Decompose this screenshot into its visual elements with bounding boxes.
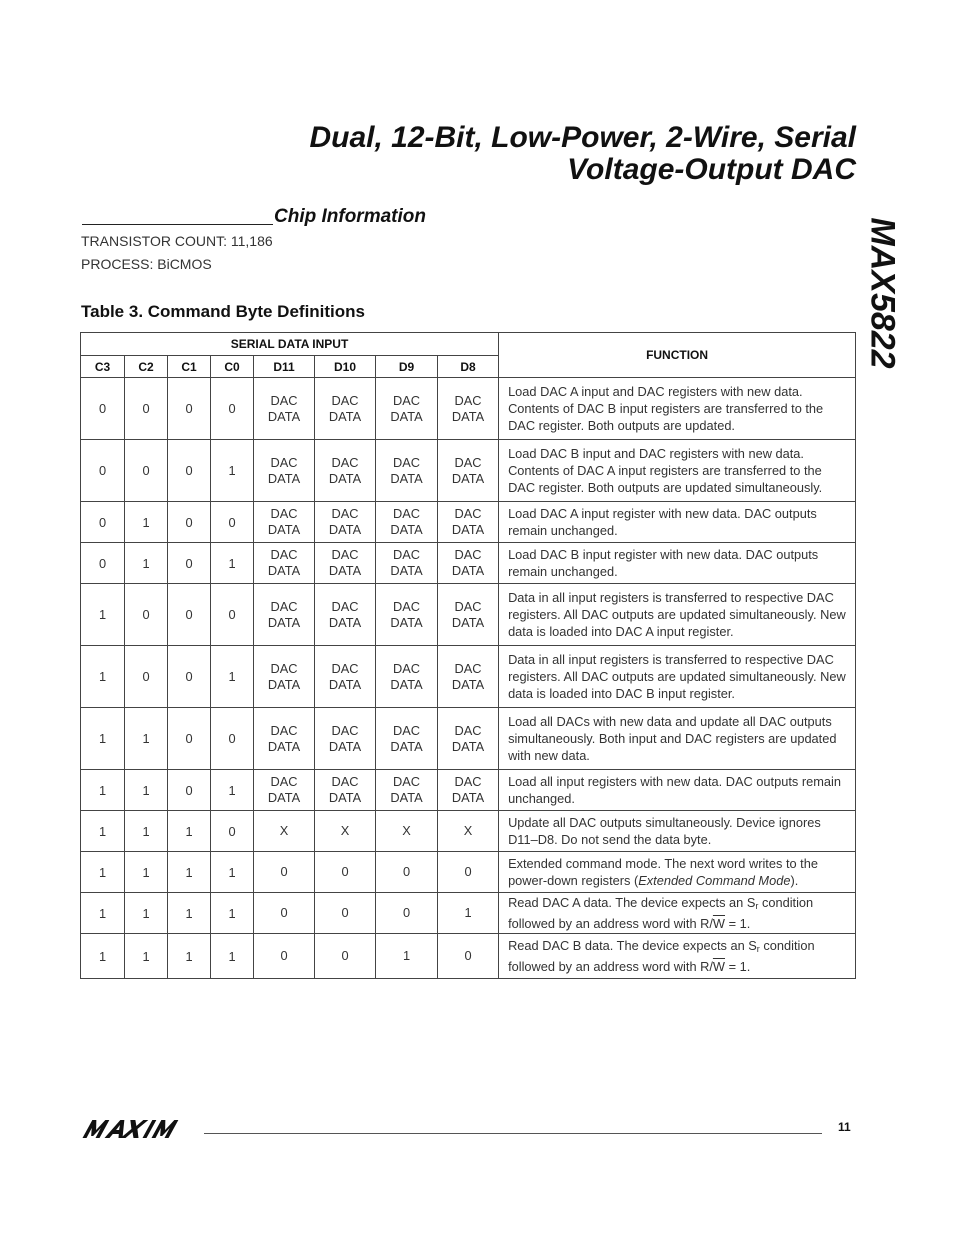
cell-c0: 1	[211, 934, 254, 979]
cell-d11: 0	[254, 852, 315, 893]
cell-d9: DAC DATA	[376, 584, 438, 646]
function-text-part: condition followed by an address word with R/	[508, 938, 815, 974]
process: PROCESS: BiCMOS	[81, 256, 212, 272]
cell-function: Data in all input registers is transferred to respective DAC registers. All DAC outputs are updated simultaneously. New data is loaded into DAC A input register.	[499, 584, 856, 646]
table-row	[81, 646, 856, 708]
serial-data-input-header: SERIAL DATA INPUT	[81, 333, 499, 356]
cell-c0: 1	[211, 770, 254, 811]
function-text-part: Read DAC A data. The device expects an S	[508, 895, 756, 910]
function-text-part: $\overline{W}$	[712, 916, 726, 931]
cell-function: Update all DAC outputs simultaneously. Device ignores D11–D8. Do not send the data byte.	[499, 811, 856, 852]
cell-c1: 0	[168, 440, 211, 502]
cell-c3: 0	[81, 378, 125, 440]
cell-d9: DAC DATA	[376, 770, 438, 811]
cell-d10: X	[315, 811, 376, 852]
function-text-part: condition followed by an address word with R/	[508, 895, 814, 931]
function-text-part: r	[755, 901, 759, 911]
cell-c0: 1	[211, 440, 254, 502]
cell-d11: DAC DATA	[254, 708, 315, 770]
cell-c1: 0	[168, 708, 211, 770]
table-row	[81, 893, 856, 934]
cell-c2: 1	[125, 502, 168, 543]
cell-c0: 0	[211, 811, 254, 852]
cell-c2: 1	[125, 934, 168, 979]
cell-c1: 0	[168, 770, 211, 811]
cell-c3: 1	[81, 934, 125, 979]
cell-d11: DAC DATA	[254, 502, 315, 543]
function-text-part: Extended command mode. The next word writes to the power-down registers (	[508, 856, 818, 888]
cell-c0: 1	[211, 893, 254, 934]
table-row	[81, 502, 856, 543]
cell-d11: X	[254, 811, 315, 852]
cell-d11: DAC DATA	[254, 646, 315, 708]
cell-d10: DAC DATA	[315, 543, 376, 584]
cell-c1: 1	[168, 893, 211, 934]
cell-c0: 0	[211, 502, 254, 543]
cell-function: Load DAC A input and DAC registers with new data. Contents of DAC B input registers are transferred to the DAC register. Both outputs are updated.	[499, 378, 856, 440]
cell-d9: X	[376, 811, 438, 852]
cell-d8: X	[438, 811, 499, 852]
cell-d10: 0	[315, 852, 376, 893]
cell-c0: 0	[211, 584, 254, 646]
function-text-part: Read DAC B data. The device expects an S	[508, 938, 757, 953]
side-part-number	[852, 213, 912, 373]
cell-c2: 1	[125, 708, 168, 770]
cell-d10: 0	[315, 893, 376, 934]
document-title	[309, 122, 856, 186]
table-title: Table 3. Command Byte Definitions	[81, 302, 366, 321]
cell-d10: DAC DATA	[315, 502, 376, 543]
transistor-count: TRANSISTOR COUNT: 11,186	[81, 233, 273, 249]
table-row	[81, 934, 856, 979]
cell-d10: DAC DATA	[315, 646, 376, 708]
cell-c3: 0	[81, 502, 125, 543]
cell-c3: 1	[81, 646, 125, 708]
cell-d9: DAC DATA	[376, 543, 438, 584]
function-header: FUNCTION	[499, 333, 856, 378]
table-row	[81, 378, 856, 440]
maxim-logo	[82, 1118, 192, 1140]
cell-function: Load DAC B input and DAC registers with new data. Contents of DAC A input registers are transferred to the DAC register. Both outputs are updated simultaneously.	[499, 440, 856, 502]
cell-c1: 1	[168, 934, 211, 979]
column-header-c3: C3	[81, 356, 125, 378]
cell-d9: DAC DATA	[376, 646, 438, 708]
cell-d8: DAC DATA	[438, 584, 499, 646]
function-text-part: = 1.	[725, 916, 751, 931]
cell-d9: DAC DATA	[376, 440, 438, 502]
cell-d11: DAC DATA	[254, 770, 315, 811]
cell-function: Data in all input registers is transferred to respective DAC registers. All DAC outputs are updated simultaneously. New data is loaded into DAC B input register.	[499, 646, 856, 708]
cell-c3: 1	[81, 584, 125, 646]
column-header-c1: C1	[168, 356, 211, 378]
table-row	[81, 708, 856, 770]
cell-c2: 1	[125, 893, 168, 934]
cell-c2: 1	[125, 852, 168, 893]
column-header-d8: D8	[438, 356, 499, 378]
cell-d10: DAC DATA	[315, 708, 376, 770]
cell-c0: 0	[211, 708, 254, 770]
cell-d9: 1	[376, 934, 438, 979]
cell-c0: 1	[211, 852, 254, 893]
function-text-part: = 1.	[725, 959, 751, 974]
page-number: 11	[838, 1120, 851, 1134]
document-title-line-1: Dual, 12-Bit, Low-Power, 2-Wire, Serial	[309, 121, 856, 154]
cell-function: Load all input registers with new data. DAC outputs remain unchanged.	[499, 770, 856, 811]
column-header-d9: D9	[376, 356, 438, 378]
cell-c1: 1	[168, 852, 211, 893]
cell-d8: DAC DATA	[438, 378, 499, 440]
cell-function	[499, 934, 856, 979]
table-row	[81, 852, 856, 893]
cell-c0: 1	[211, 646, 254, 708]
cell-d10: 0	[315, 934, 376, 979]
cell-c2: 1	[125, 811, 168, 852]
cell-function: Load all DACs with new data and update all DAC outputs simultaneously. Both input and DAC registers are updated with new data.	[499, 708, 856, 770]
cell-d11: DAC DATA	[254, 584, 315, 646]
function-text-part: Extended Command Mode	[638, 873, 791, 888]
cell-d9: DAC DATA	[376, 502, 438, 543]
cell-c0: 1	[211, 543, 254, 584]
cell-function: Load DAC A input register with new data. DAC outputs remain unchanged.	[499, 502, 856, 543]
cell-c2: 0	[125, 378, 168, 440]
cell-d8: DAC DATA	[438, 543, 499, 584]
cell-c2: 0	[125, 440, 168, 502]
cell-d8: DAC DATA	[438, 502, 499, 543]
cell-c0: 0	[211, 378, 254, 440]
cell-d11: 0	[254, 934, 315, 979]
cell-d11: DAC DATA	[254, 440, 315, 502]
cell-d8: 1	[438, 893, 499, 934]
function-text-part: ).	[790, 873, 799, 888]
cell-c2: 1	[125, 770, 168, 811]
cell-d10: DAC DATA	[315, 378, 376, 440]
table-row	[81, 811, 856, 852]
side-part-number-text: MAX5822	[863, 217, 902, 369]
cell-d8: DAC DATA	[438, 646, 499, 708]
cell-d11: DAC DATA	[254, 378, 315, 440]
table-row	[81, 584, 856, 646]
cell-d9: 0	[376, 893, 438, 934]
document-title-line-2: Voltage-Output DAC	[567, 153, 856, 186]
cell-d10: DAC DATA	[315, 770, 376, 811]
cell-function	[499, 852, 856, 893]
cell-d8: 0	[438, 934, 499, 979]
cell-c1: 0	[168, 378, 211, 440]
function-text-part: r	[756, 944, 760, 954]
footer-rule	[204, 1133, 822, 1134]
command-byte-table	[80, 332, 856, 979]
cell-c1: 0	[168, 543, 211, 584]
table-row	[81, 770, 856, 811]
cell-c1: 0	[168, 646, 211, 708]
cell-d8: DAC DATA	[438, 708, 499, 770]
cell-c1: 1	[168, 811, 211, 852]
cell-d9: 0	[376, 852, 438, 893]
column-header-c2: C2	[125, 356, 168, 378]
cell-c1: 0	[168, 584, 211, 646]
column-header-d10: D10	[315, 356, 376, 378]
cell-d8: 0	[438, 852, 499, 893]
table-body	[81, 378, 856, 979]
column-header-c0: C0	[211, 356, 254, 378]
table-row	[81, 440, 856, 502]
cell-d10: DAC DATA	[315, 440, 376, 502]
chip-information-heading	[80, 206, 460, 230]
cell-c2: 1	[125, 543, 168, 584]
cell-c3: 1	[81, 893, 125, 934]
cell-d9: DAC DATA	[376, 378, 438, 440]
cell-c3: 1	[81, 770, 125, 811]
cell-c1: 0	[168, 502, 211, 543]
section-rule	[82, 224, 273, 225]
cell-d8: DAC DATA	[438, 770, 499, 811]
cell-d11: DAC DATA	[254, 543, 315, 584]
cell-function	[499, 893, 856, 934]
cell-c3: 0	[81, 543, 125, 584]
cell-d9: DAC DATA	[376, 708, 438, 770]
cell-c3: 1	[81, 708, 125, 770]
column-header-d11: D11	[254, 356, 315, 378]
cell-d11: 0	[254, 893, 315, 934]
cell-function: Load DAC B input register with new data. DAC outputs remain unchanged.	[499, 543, 856, 584]
cell-c3: 1	[81, 852, 125, 893]
table-row	[81, 543, 856, 584]
cell-d10: DAC DATA	[315, 584, 376, 646]
cell-c2: 0	[125, 646, 168, 708]
cell-c3: 0	[81, 440, 125, 502]
cell-c3: 1	[81, 811, 125, 852]
cell-d8: DAC DATA	[438, 440, 499, 502]
function-text-part: $\overline{W}$	[712, 959, 726, 974]
section-heading-text: Chip Information	[274, 206, 426, 227]
cell-c2: 0	[125, 584, 168, 646]
